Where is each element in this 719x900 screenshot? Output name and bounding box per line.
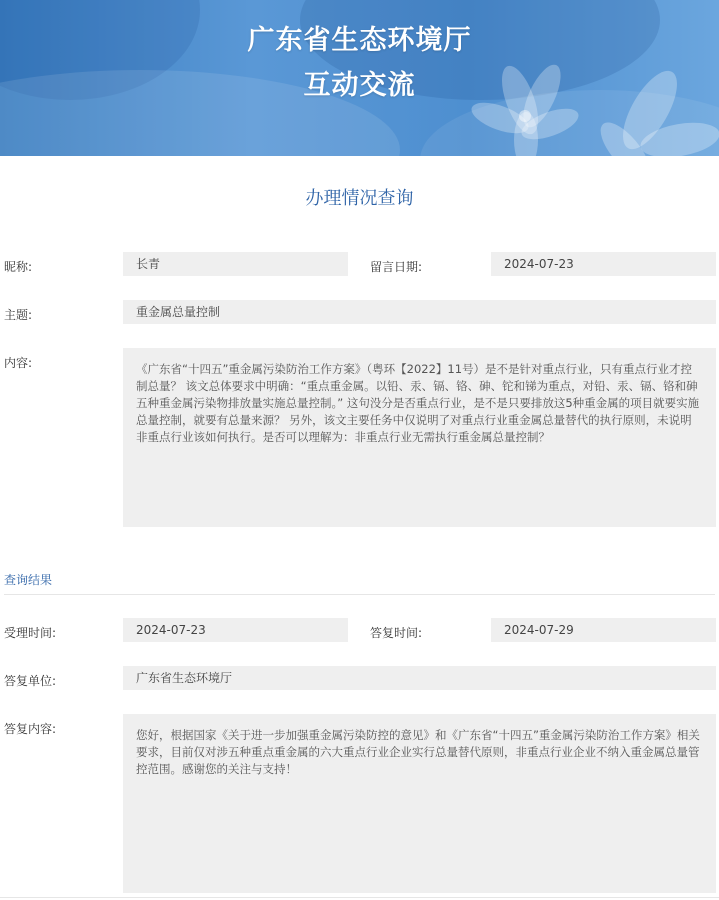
divider [4, 594, 715, 595]
date-label: 留言日期: [370, 260, 423, 274]
reply-unit-field: 广东省生态环境厅 [123, 666, 716, 690]
reply-unit-label: 答复单位: [4, 674, 57, 688]
accept-time-field: 2024-07-23 [123, 618, 348, 642]
divider [0, 897, 719, 898]
date-field: 2024-07-23 [491, 252, 716, 276]
reply-time-field: 2024-07-29 [491, 618, 716, 642]
content-field: 《广东省“十四五”重金属污染防治工作方案》（粤环【2022】11号）是不是针对重点行业，只有重点行业才控制总量？ 该文总体要求中明确：“重点重金属。以铅、汞、镉、铬、砷、铊和锑为重点，对铅、汞、镉、铬和砷五种重金属污染物排放量实施总量控制。” 这句没分是否重点行业，是不是只要排放这5种重金属的项目就要实施总量控制，就要有总量来源？ 另外，该文主要任务中仅说明了对重点行业重金属总量替代的执行原则，未说明非重点行业该如何执行。是否可以理解为：非重点行业无需执行重金属总量控制？ [123, 348, 716, 527]
result-section-title: 查询结果 [4, 573, 53, 587]
header-banner [0, 0, 719, 156]
reply-content-label: 答复内容: [4, 722, 57, 736]
reply-content-field: 您好，根据国家《关于进一步加强重金属污染防控的意见》和《广东省“十四五”重金属污染防治工作方案》相关要求，目前仅对涉五种重点重金属的六大重点行业企业实行总量替代原则，非重点行业企业不纳入重金属总量管控范围。感谢您的关注与支持！ [123, 714, 716, 893]
reply-time-label: 答复时间: [370, 626, 423, 640]
banner-title: 广东省生态环境厅 [247, 25, 472, 56]
banner-subtitle: 互动交流 [303, 70, 416, 101]
accept-time-label: 受理时间: [4, 626, 57, 640]
subject-field: 重金属总量控制 [123, 300, 716, 324]
subject-label: 主题: [4, 308, 33, 322]
nickname-label: 昵称: [4, 260, 33, 274]
nickname-field: 长青 [123, 252, 348, 276]
page-title: 办理情况查询 [305, 188, 414, 209]
content-label: 内容: [4, 356, 33, 370]
